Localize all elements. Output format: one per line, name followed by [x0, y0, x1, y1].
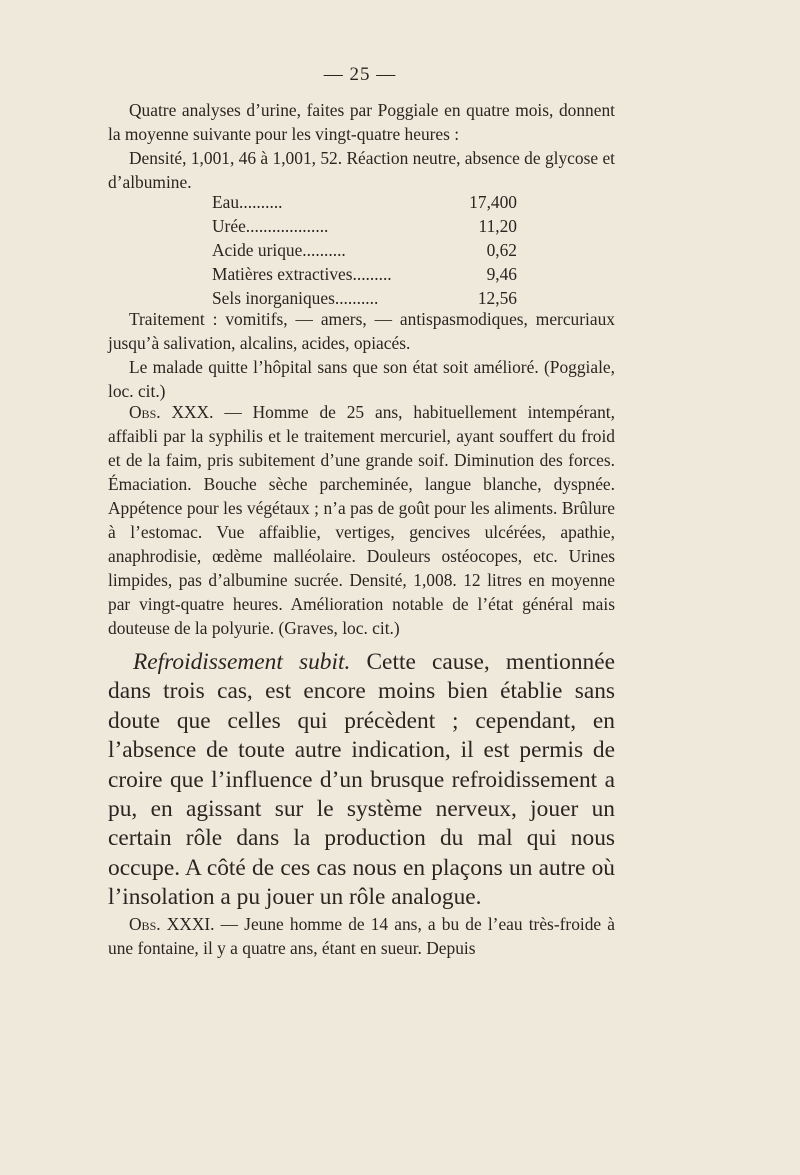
section-heading: Refroidissement subit.	[133, 649, 351, 675]
table-row	[212, 190, 517, 214]
analysis-value: 17,400	[469, 192, 517, 212]
observation-text: — Jeune homme de 14 ans, a bu de l’eau très-froide à une fontaine, il y a quatre ans, étant en sueur. Depuis	[108, 914, 615, 958]
intro-block	[108, 98, 615, 194]
section-cooling	[108, 648, 615, 913]
page-number: — 25 —	[323, 64, 397, 85]
observation-label: Obs. XXX.	[129, 402, 214, 422]
analysis-label: Acide urique..........	[212, 240, 346, 260]
section-text: Cette cause, mentionnée dans trois cas, est encore moins bien établie sans doute que celles qui précèdent ; cependant, en l’absence de toute autre indication, il est permis de croire que l’influence d’un brusque refroidissement a pu, en agissant sur le système nerveux, jouer un certain rôle dans la production du mal qui nous occupe. A côté de ces cas nous en plaçons un autre où l’insolation a pu jouer un rôle analogue.	[108, 649, 615, 911]
analysis-label: Sels inorganiques..........	[212, 288, 379, 308]
analysis-label: Matières extractives.........	[212, 264, 392, 284]
analysis-value: 11,20	[478, 216, 517, 236]
analysis-value: 9,46	[486, 264, 517, 284]
analysis-value: 0,62	[486, 240, 517, 260]
analysis-label: Eau..........	[212, 192, 283, 212]
outcome-paragraph: Le malade quitte l’hôpital sans que son état soit amélioré. (Poggiale, loc. cit.)	[108, 357, 615, 401]
density-paragraph: Densité, 1,001, 46 à 1,001, 52. Réaction neutre, absence de glycose et d’albumine.	[108, 148, 615, 192]
table-row	[212, 262, 517, 286]
analysis-value: 12,56	[477, 288, 517, 308]
observation-30	[108, 400, 615, 640]
observation-text: — Homme de 25 ans, habituellement intempérant, affaibli par la syphilis et le traitement mercuriel, ayant souffert du froid et de la faim, pris subitement d’une grande soif. Diminution des forces. Émaciation. Bouche sèche parcheminée, langue blanche, dyspnée. Appétence pour les végétaux ; n’a pas de goût pour les aliments. Brûlure à l’estomac. Vue affaiblie, vertiges, gencives ulcérées, apathie, anaphrodisie, œdème malléolaire. Douleurs ostéocopes, etc. Urines limpides, pas d’albumine sucrée. Densité, 1,008. 12 litres en moyenne par vingt-quatre heures. Amélioration notable de l’état général mais douteuse de la polyurie. (Graves, loc. cit.)	[108, 402, 615, 638]
urine-analysis-table	[212, 190, 517, 310]
treatment-block	[108, 307, 615, 403]
observation-31	[108, 912, 615, 960]
observation-label: Obs. XXXI.	[129, 914, 215, 934]
intro-paragraph: Quatre analyses d’urine, faites par Poggiale en quatre mois, donnent la moyenne suivante pour les vingt-quatre heures :	[108, 100, 615, 144]
treatment-paragraph: Traitement : vomitifs, — amers, — antispasmodiques, mercuriaux jusqu’à salivation, alcalins, acides, opiacés.	[108, 309, 615, 353]
table-row	[212, 238, 517, 262]
analysis-label: Urée...................	[212, 216, 329, 236]
table-row	[212, 214, 517, 238]
